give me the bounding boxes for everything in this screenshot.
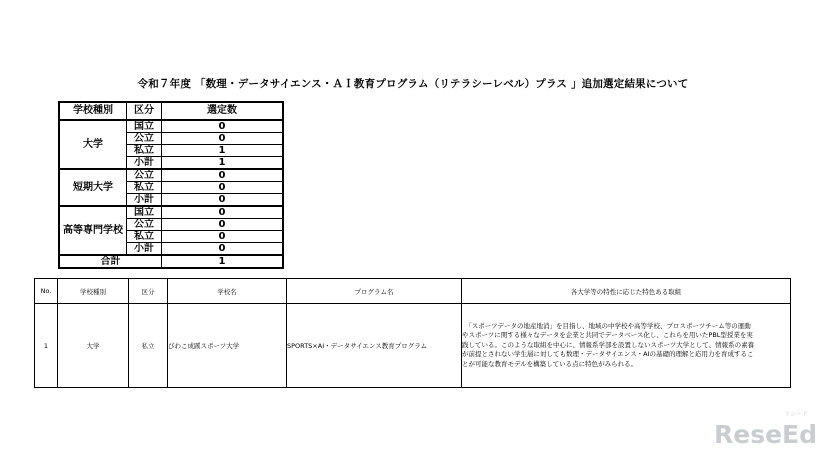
feature-line: やスポーツに関する様々なデータを企業と共同でデータベース化し、これらを用いたPBL型授業を実	[462, 331, 753, 340]
summary-header-kubun: 区分	[127, 102, 162, 120]
row-program-name: SPORTS×AI・データサイエンス教育プログラム	[287, 304, 462, 388]
feature-line: 「スポーツデータの地産地消」を目指し、地域の中学校や高等学校、プロスポーツチーム等の運動	[462, 321, 751, 330]
count-cell: 0	[162, 206, 284, 219]
count-cell: 0	[162, 133, 284, 145]
subtotal-label: 小計	[127, 194, 162, 207]
school-type-kosen: 高等専門学校	[59, 206, 127, 255]
school-type-daigaku: 大学	[59, 120, 127, 169]
kubun-cell: 公立	[127, 169, 162, 182]
row-kubun: 私立	[129, 304, 168, 388]
watermark-main-text: ReseEd	[714, 420, 818, 449]
subtotal-count: 0	[162, 243, 284, 256]
summary-row	[59, 120, 283, 133]
kubun-cell: 私立	[127, 145, 162, 157]
count-cell: 0	[162, 231, 284, 243]
detail-header-row	[35, 279, 791, 304]
detail-header-type: 学校種別	[58, 279, 129, 304]
detail-header-feature: 各大学等の特性に応じた特色ある取組	[462, 279, 791, 304]
feature-line: 践している。このような取組を中心に、情報系学部を設置しないスポーツ大学として、情報系の素養	[462, 340, 755, 349]
detail-header-school: 学校名	[168, 279, 287, 304]
watermark-small-text: リシード	[784, 411, 809, 418]
count-cell: 0	[162, 219, 284, 231]
total-label: 合計	[59, 255, 162, 268]
school-type-tanki: 短期大学	[59, 169, 127, 206]
summary-header-type: 学校種別	[59, 102, 127, 120]
total-count: 1	[162, 255, 284, 268]
summary-header-row	[59, 102, 283, 120]
count-cell: 0	[162, 182, 284, 194]
resed-watermark-logo	[712, 405, 822, 449]
row-type: 大学	[58, 304, 129, 388]
detail-header-program: プログラム名	[287, 279, 462, 304]
table-row	[35, 304, 791, 388]
kubun-cell: 公立	[127, 219, 162, 231]
page-title: 令和７年度 「数理・データサイエンス・ＡＩ教育プログラム（リテラシーレベル）プラス 」追加選定結果について	[137, 78, 689, 90]
summary-row	[59, 169, 283, 182]
total-row	[59, 255, 283, 268]
row-feature	[462, 304, 791, 388]
subtotal-label: 小計	[127, 157, 162, 170]
summary-row	[59, 206, 283, 219]
row-school-name: びわこ成蹊スポーツ大学	[168, 304, 287, 388]
feature-line: が前提とされない学生層に対しても数理・データサイエンス・AIの基礎的理解と応用力を育成するこ	[462, 350, 754, 359]
subtotal-count: 0	[162, 194, 284, 207]
kubun-cell: 国立	[127, 206, 162, 219]
count-cell: 1	[162, 145, 284, 157]
kubun-cell: 公立	[127, 133, 162, 145]
count-cell: 0	[162, 169, 284, 182]
subtotal-count: 1	[162, 157, 284, 170]
subtotal-label: 小計	[127, 243, 162, 256]
row-no: 1	[35, 304, 58, 388]
detail-header-no: No.	[35, 279, 58, 304]
kubun-cell: 私立	[127, 182, 162, 194]
summary-table	[58, 101, 284, 269]
kubun-cell: 国立	[127, 120, 162, 133]
detail-header-kubun: 区分	[129, 279, 168, 304]
detail-table	[34, 278, 791, 388]
count-cell: 0	[162, 120, 284, 133]
summary-header-count: 選定数	[162, 102, 284, 120]
kubun-cell: 私立	[127, 231, 162, 243]
feature-line: とが可能な教育モデルを構築している点に特色がみられる。	[462, 359, 638, 368]
